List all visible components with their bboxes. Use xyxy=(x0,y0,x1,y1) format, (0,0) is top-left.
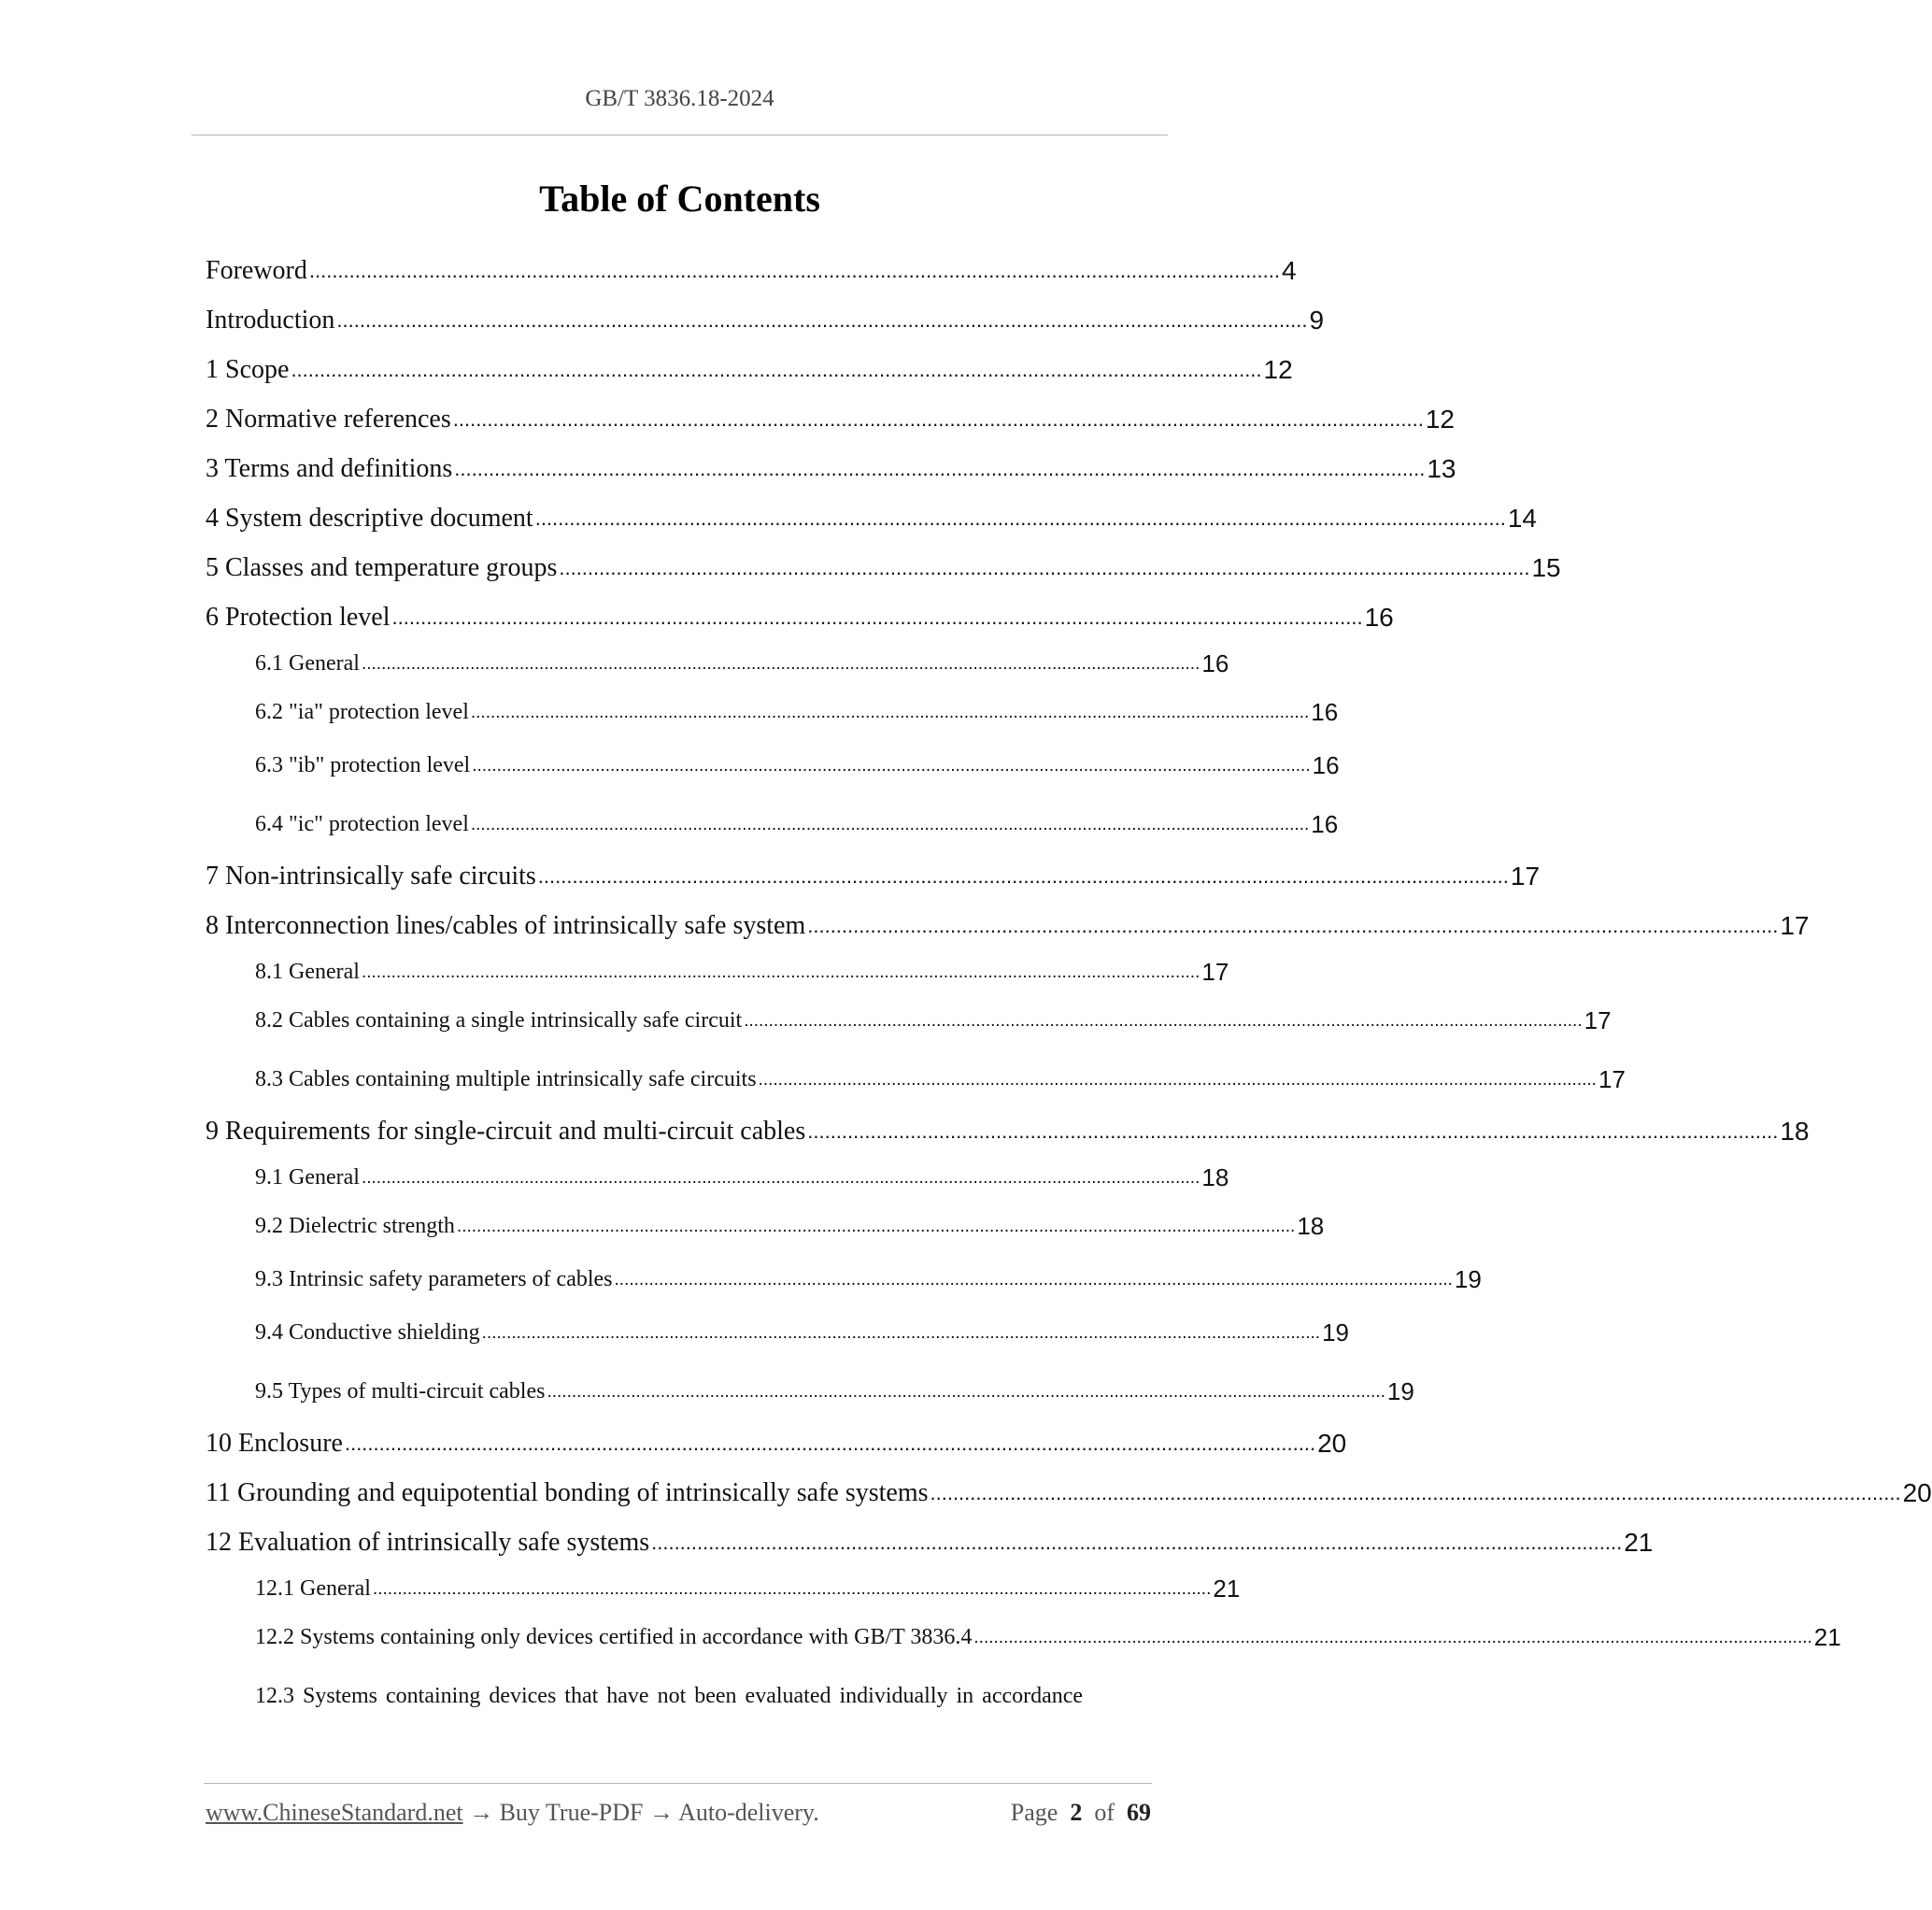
toc-dot-leader: .......................................................................................................................................................................... xyxy=(452,407,1424,431)
toc-dot-leader: .......................................................................................................................................................................... xyxy=(559,556,1530,579)
footer-divider xyxy=(204,1783,1152,1784)
toc-entry[interactable] xyxy=(206,851,1541,901)
toc-entry-page: 4 xyxy=(1281,256,1297,285)
toc-entry[interactable] xyxy=(206,444,1456,493)
toc-dot-leader: .......................................................................................................................................................................... xyxy=(456,1217,1296,1236)
toc-entry-label: 11 Grounding and equipotential bonding of intrinsically safe systems xyxy=(206,1478,929,1507)
toc-entry[interactable] xyxy=(206,1253,1482,1306)
toc-entry-page: 20 xyxy=(1317,1429,1347,1458)
toc-entry-label: 2 Normative references xyxy=(206,405,451,434)
running-header: GB/T 3836.18-2024 xyxy=(585,86,774,111)
toc-entry[interactable] xyxy=(206,246,1297,295)
toc-entry[interactable] xyxy=(206,1567,1241,1611)
toc-entry-label: 6.2 "ia" protection level xyxy=(255,700,469,724)
toc-entry-page: 17 xyxy=(1584,1006,1612,1034)
toc-entry-page: 16 xyxy=(1312,751,1340,779)
arrow-right-icon: → xyxy=(469,1799,494,1826)
toc-entry-page: 20 xyxy=(1902,1478,1932,1507)
toc-entry-page: 19 xyxy=(1454,1265,1482,1293)
toc-entry[interactable] xyxy=(206,592,1394,642)
toc-entry[interactable] xyxy=(206,1156,1229,1200)
toc-entry-page: 19 xyxy=(1322,1318,1349,1347)
buy-pdf-text: Buy True-PDF xyxy=(499,1799,644,1826)
toc-entry[interactable] xyxy=(206,1418,1347,1468)
toc-entry[interactable] xyxy=(206,345,1293,394)
toc-dot-leader: .......................................................................................................................................................................... xyxy=(481,1323,1321,1343)
toc-dot-leader: .......................................................................................................................................................................... xyxy=(807,1119,1779,1143)
toc-entry-label: 10 Enclosure xyxy=(206,1429,343,1458)
toc-entry-page: 13 xyxy=(1427,454,1456,483)
toc-entry[interactable] xyxy=(206,642,1229,686)
toc-entry-label: 12.2 Systems containing only devices certified in accordance with GB/T 3836.4 xyxy=(255,1625,973,1649)
page-of: of xyxy=(1094,1799,1115,1826)
toc-entry[interactable] xyxy=(206,994,1612,1048)
toc-dot-leader: .......................................................................................................................................................................... xyxy=(973,1628,1812,1647)
toc-entry-label: 9.2 Dielectric strength xyxy=(255,1214,455,1238)
site-link[interactable]: www.ChineseStandard.net xyxy=(206,1799,463,1826)
toc-entry[interactable] xyxy=(206,686,1339,739)
toc-entry-label: 6.3 "ib" protection level xyxy=(255,753,471,777)
toc-entry-label: 8.1 General xyxy=(255,960,360,984)
toc-entry[interactable] xyxy=(206,901,1810,950)
toc-entry-label: 6.4 "ic" protection level xyxy=(255,812,469,836)
toc-entry-page: 21 xyxy=(1813,1623,1841,1651)
page-indicator xyxy=(1011,1799,1151,1832)
toc-entry-label: 6 Protection level xyxy=(206,603,391,632)
toc-entry-label: 7 Non-intrinsically safe circuits xyxy=(206,862,536,891)
toc-dot-leader: .......................................................................................................................................................................... xyxy=(344,1432,1316,1455)
toc-entry[interactable] xyxy=(206,1611,1841,1664)
toc-entry[interactable] xyxy=(206,1664,1157,1723)
toc-entry-page: 16 xyxy=(1311,698,1339,726)
toc-entry-label: Foreword xyxy=(206,256,307,285)
page-total: 69 xyxy=(1127,1799,1151,1826)
toc-entry-page: 17 xyxy=(1780,911,1810,940)
toc-entry-label: 6.1 General xyxy=(255,651,360,676)
toc-entry-label: 12.1 General xyxy=(255,1576,371,1601)
toc-entry[interactable] xyxy=(206,1048,1626,1106)
toc-entry-page: 19 xyxy=(1386,1377,1414,1405)
toc-dot-leader: .......................................................................................................................................................................... xyxy=(361,962,1200,982)
toc-entry-page: 9 xyxy=(1309,306,1325,335)
toc-dot-leader: .......................................................................................................................................................................... xyxy=(372,1579,1212,1599)
toc-entry-label: 9 Requirements for single-circuit and multi-circuit cables xyxy=(206,1117,806,1146)
toc-dot-leader: .......................................................................................................................................................................... xyxy=(361,1168,1200,1188)
toc-entry[interactable] xyxy=(206,1468,1932,1518)
toc-entry-label: 12.3 Systems containing devices that have not been evaluated individually in accordance xyxy=(255,1684,1084,1708)
toc-dot-leader: .......................................................................................................................................................................... xyxy=(361,654,1200,674)
toc-dot-leader: .......................................................................................................................................................................... xyxy=(454,457,1426,480)
toc-entry-label: 12 Evaluation of intrinsically safe systems xyxy=(206,1528,650,1557)
toc-entry-page: 17 xyxy=(1201,958,1229,986)
toc-entry-label: Introduction xyxy=(206,306,335,335)
page-word: Page xyxy=(1010,1799,1058,1826)
toc-entry-label: 3 Terms and definitions xyxy=(206,454,453,483)
toc-entry-page: 16 xyxy=(1201,649,1229,677)
toc-dot-leader: .......................................................................................................................................................................... xyxy=(472,756,1311,776)
toc-dot-leader: .......................................................................................................................................................................... xyxy=(291,358,1262,381)
toc-dot-leader: .......................................................................................................................................................................... xyxy=(470,703,1310,722)
toc-entry-label: 9.1 General xyxy=(255,1165,360,1190)
auto-delivery-text: Auto-delivery. xyxy=(678,1799,819,1826)
toc-entry-label: 9.3 Intrinsic safety parameters of cables xyxy=(255,1267,613,1291)
toc-entry-page: 17 xyxy=(1510,862,1541,891)
toc-dot-leader: .......................................................................................................................................................................... xyxy=(547,1382,1385,1402)
toc-entry[interactable] xyxy=(206,1306,1349,1360)
toc-dot-leader: .......................................................................................................................................................................... xyxy=(758,1070,1597,1090)
page-footer xyxy=(206,1799,1151,1832)
toc-dot-leader: .......................................................................................................................................................................... xyxy=(534,506,1506,530)
toc-dot-leader: .......................................................................................................................................................................... xyxy=(744,1011,1583,1031)
toc-entry-page: 14 xyxy=(1507,504,1537,533)
toc-entry[interactable] xyxy=(206,394,1455,444)
toc-entry-label: 5 Classes and temperature groups xyxy=(206,553,558,582)
toc-entry-label: 4 System descriptive document xyxy=(206,504,533,533)
toc-entry[interactable] xyxy=(206,1106,1810,1156)
toc-entry[interactable] xyxy=(206,1518,1654,1567)
table-of-contents xyxy=(206,246,1932,1723)
toc-entry-label: 8.3 Cables containing multiple intrinsically safe circuits xyxy=(255,1067,757,1091)
toc-entry-label: 8 Interconnection lines/cables of intrinsically safe system xyxy=(206,911,806,940)
toc-entry-label: 9.5 Types of multi-circuit cables xyxy=(255,1379,546,1404)
toc-entry-page: 21 xyxy=(1624,1528,1654,1557)
toc-entry[interactable] xyxy=(206,950,1229,994)
toc-entry-page: 18 xyxy=(1201,1163,1229,1191)
toc-dot-leader: .......................................................................................................................................................................... xyxy=(807,914,1779,937)
arrow-right-icon: → xyxy=(649,1799,674,1826)
toc-entry-page: 17 xyxy=(1598,1065,1626,1093)
toc-entry-page: 16 xyxy=(1364,603,1394,632)
toc-entry-page: 12 xyxy=(1263,355,1293,384)
toc-entry[interactable] xyxy=(206,1200,1325,1253)
page-current: 2 xyxy=(1070,1799,1083,1826)
footer-links xyxy=(206,1799,819,1832)
toc-entry-page: 16 xyxy=(1311,810,1339,838)
toc-dot-leader: .......................................................................................................................................................................... xyxy=(336,308,1308,332)
toc-entry[interactable] xyxy=(206,739,1340,792)
toc-dot-leader: .......................................................................................................................................................................... xyxy=(930,1481,1901,1504)
toc-entry[interactable] xyxy=(206,1360,1414,1418)
toc-dot-leader: .......................................................................................................................................................................... xyxy=(470,815,1310,834)
toc-entry-label: 1 Scope xyxy=(206,355,290,384)
toc-entry-page: 21 xyxy=(1213,1575,1241,1603)
toc-entry-page: 15 xyxy=(1531,553,1561,582)
toc-entry[interactable] xyxy=(206,792,1339,851)
toc-dot-leader: .......................................................................................................................................................................... xyxy=(308,259,1280,282)
toc-dot-leader: .......................................................................................................................................................................... xyxy=(651,1531,1623,1554)
toc-dot-leader: .......................................................................................................................................................................... xyxy=(391,606,1363,629)
toc-entry-label: 9.4 Conductive shielding xyxy=(255,1320,480,1345)
page-title: Table of Contents xyxy=(539,178,820,220)
toc-dot-leader: .......................................................................................................................................................................... xyxy=(537,864,1509,888)
toc-entry-page: 18 xyxy=(1780,1117,1810,1146)
toc-entry[interactable] xyxy=(206,543,1561,592)
toc-entry-page: 18 xyxy=(1297,1212,1325,1240)
toc-entry-label: 8.2 Cables containing a single intrinsically safe circuit xyxy=(255,1008,743,1033)
toc-entry-page: 12 xyxy=(1425,405,1455,434)
toc-entry[interactable] xyxy=(206,295,1325,345)
toc-entry[interactable] xyxy=(206,493,1537,543)
toc-dot-leader: .......................................................................................................................................................................... xyxy=(614,1270,1453,1290)
